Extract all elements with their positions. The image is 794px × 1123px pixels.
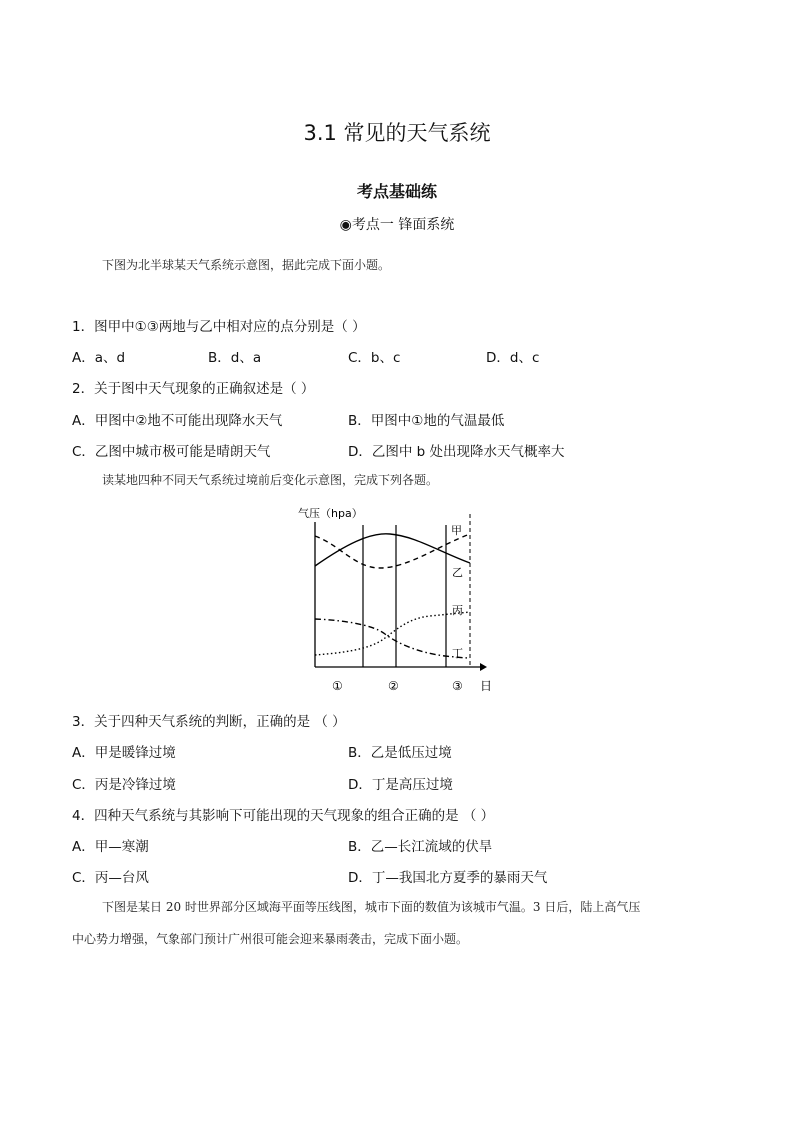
x-axis-arrow	[480, 663, 487, 671]
intro-text-2: 读某地四种不同天气系统过境前后变化示意图，完成下列各题。	[102, 473, 439, 487]
question-4-option-a: A．甲—寒潮	[72, 839, 149, 855]
section-subtitle: 考点基础练	[356, 182, 437, 201]
x-tick-3: ③	[452, 679, 463, 693]
x-tick-1: ①	[332, 679, 343, 693]
question-4-stem: 4．四种天气系统与其影响下可能出现的天气现象的组合正确的是 （ ）	[72, 808, 495, 824]
series-bing-label: 丙	[452, 604, 463, 617]
question-3-stem: 3．关于四种天气系统的判断，正确的是 （ ）	[72, 714, 346, 730]
intro-text-3-line-2: 中心势力增强，气象部门预计广州很可能会迎来暴雨袭击，完成下面小题。	[72, 932, 469, 946]
question-3-option-a: A．甲是暖锋过境	[72, 745, 176, 761]
topic-heading: ◉考点一 锋面系统	[339, 217, 455, 233]
intro-text-1: 下图为北半球某天气系统示意图，据此完成下面小题。	[102, 258, 391, 272]
question-3-option-b: B．乙是低压过境	[348, 745, 452, 761]
series-jia-label: 甲	[451, 524, 462, 537]
question-2-option-d: D．乙图中 b 处出现降水天气概率大	[348, 444, 565, 460]
question-1-option-d: D．d、c	[486, 350, 540, 366]
series-yi-label: 乙	[452, 566, 463, 579]
x-tick-2: ②	[388, 679, 399, 693]
question-4-option-d: D．丁—我国北方夏季的暴雨天气	[348, 870, 548, 886]
question-2-option-b: B．甲图中①地的气温最低	[348, 413, 505, 429]
x-axis-label: 日	[480, 679, 493, 693]
question-3-option-c: C．丙是冷锋过境	[72, 777, 176, 793]
page-title: 3.1 常见的天气系统	[303, 121, 491, 145]
question-2-option-a: A．甲图中②地不可能出现降水天气	[72, 413, 283, 429]
question-2-option-c: C．乙图中城市极可能是晴朗天气	[72, 444, 271, 460]
question-3-option-d: D．丁是高压过境	[348, 777, 453, 793]
question-1-stem: 1．图甲中①③两地与乙中相对应的点分别是（ ）	[72, 319, 366, 335]
question-4-option-c: C．丙—台风	[72, 870, 149, 886]
chart-ylabel: 气压（hpa）	[298, 507, 363, 520]
pressure-chart	[280, 500, 510, 700]
question-4-option-b: B．乙—长江流域的伏旱	[348, 839, 493, 855]
series-ding-label: 丁	[452, 647, 463, 660]
intro-text-3-line-1: 下图是某日 20 时世界部分区域海平面等压线图，城市下面的数值为该城市气温。3 日后，陆上高气压	[102, 900, 641, 914]
series-yi-line	[315, 534, 470, 566]
question-1-option-c: C．b、c	[348, 350, 401, 366]
series-ding-line	[315, 619, 470, 658]
question-1-option-b: B．d、a	[208, 350, 262, 366]
series-bing-line	[315, 612, 470, 655]
question-2-stem: 2．关于图中天气现象的正确叙述是（ ）	[72, 381, 315, 397]
question-1-option-a: A．a、d	[72, 350, 126, 366]
